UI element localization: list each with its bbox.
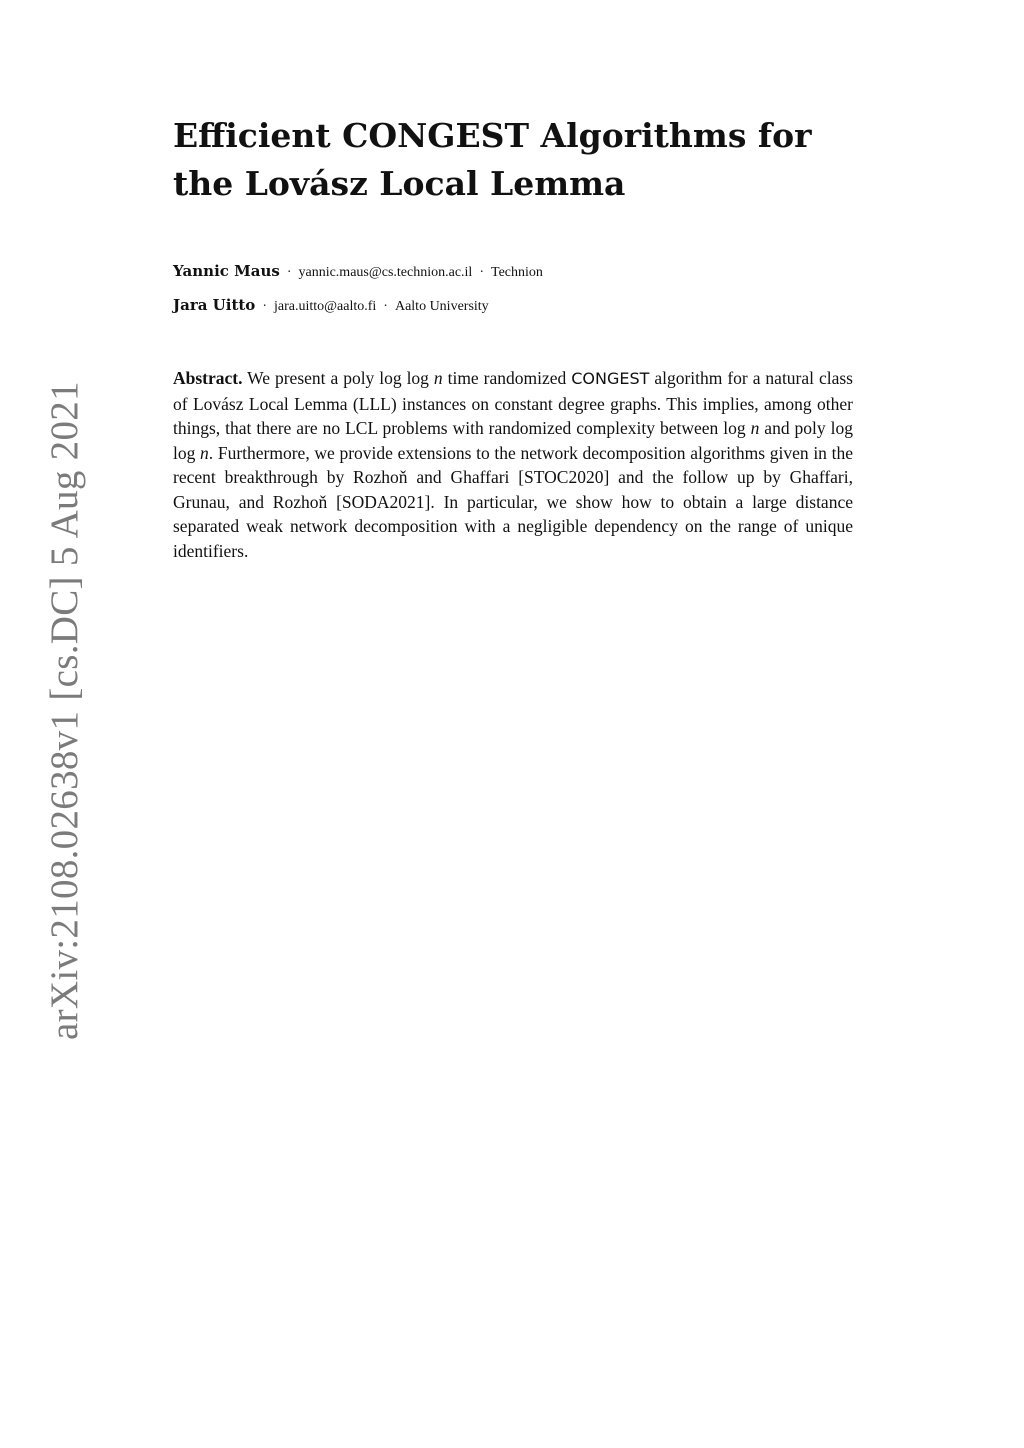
abstract-text: . Furthermore, we provide extensions to the network decomposition algorithms given in the recent breakthrough by Rozhoň and Ghaffari [STOC2020] and the follow up by Ghaffari, Grunau, and Rozhoň [SODA2021]. In particular, we show how to obtain a large distance separated weak network decomposition with a negligible dependency on the range of unique identifiers. [173, 442, 853, 561]
abstract-label: Abstract. [173, 368, 243, 388]
paper-title [173, 112, 893, 208]
abstract-text: We present a poly log log [247, 368, 434, 388]
separator-dot: · [383, 299, 388, 314]
separator-dot: · [479, 265, 484, 280]
author-list [173, 256, 873, 324]
author-name: Yannic Maus [173, 262, 280, 280]
abstract [173, 366, 853, 563]
author-affiliation: Technion [491, 265, 543, 280]
author-email: jara.uitto@aalto.fi [273, 299, 377, 314]
author-affiliation: Aalto University [394, 299, 489, 314]
math-variable: n [433, 368, 443, 388]
math-variable: n [750, 418, 760, 438]
title-line-1: Efficient CONGEST Algorithms for [173, 116, 812, 155]
author-email: yannic.maus@cs.technion.ac.il [298, 265, 473, 280]
abstract-text: time randomized [442, 368, 572, 388]
arxiv-identifier: arXiv:2108.02638v1 [cs.DC] 5 Aug 2021 [43, 381, 86, 1040]
title-line-2: the Lovász Local Lemma [173, 164, 626, 203]
math-variable: n [200, 442, 209, 463]
abstract-text: and poly log log [173, 418, 853, 463]
separator-dot: · [286, 265, 292, 280]
author-entry [173, 290, 873, 324]
author-name: Jara Uitto [173, 296, 256, 314]
congest-term: CONGEST [571, 369, 650, 388]
abstract-text: algorithm for a natural class of Lovász Local Lemma (LLL) instances on constant degree graphs. This implies, among other things, that there are no LCL problems with randomized complexity between log [173, 368, 853, 438]
author-entry [173, 256, 873, 290]
separator-dot: · [262, 299, 267, 314]
